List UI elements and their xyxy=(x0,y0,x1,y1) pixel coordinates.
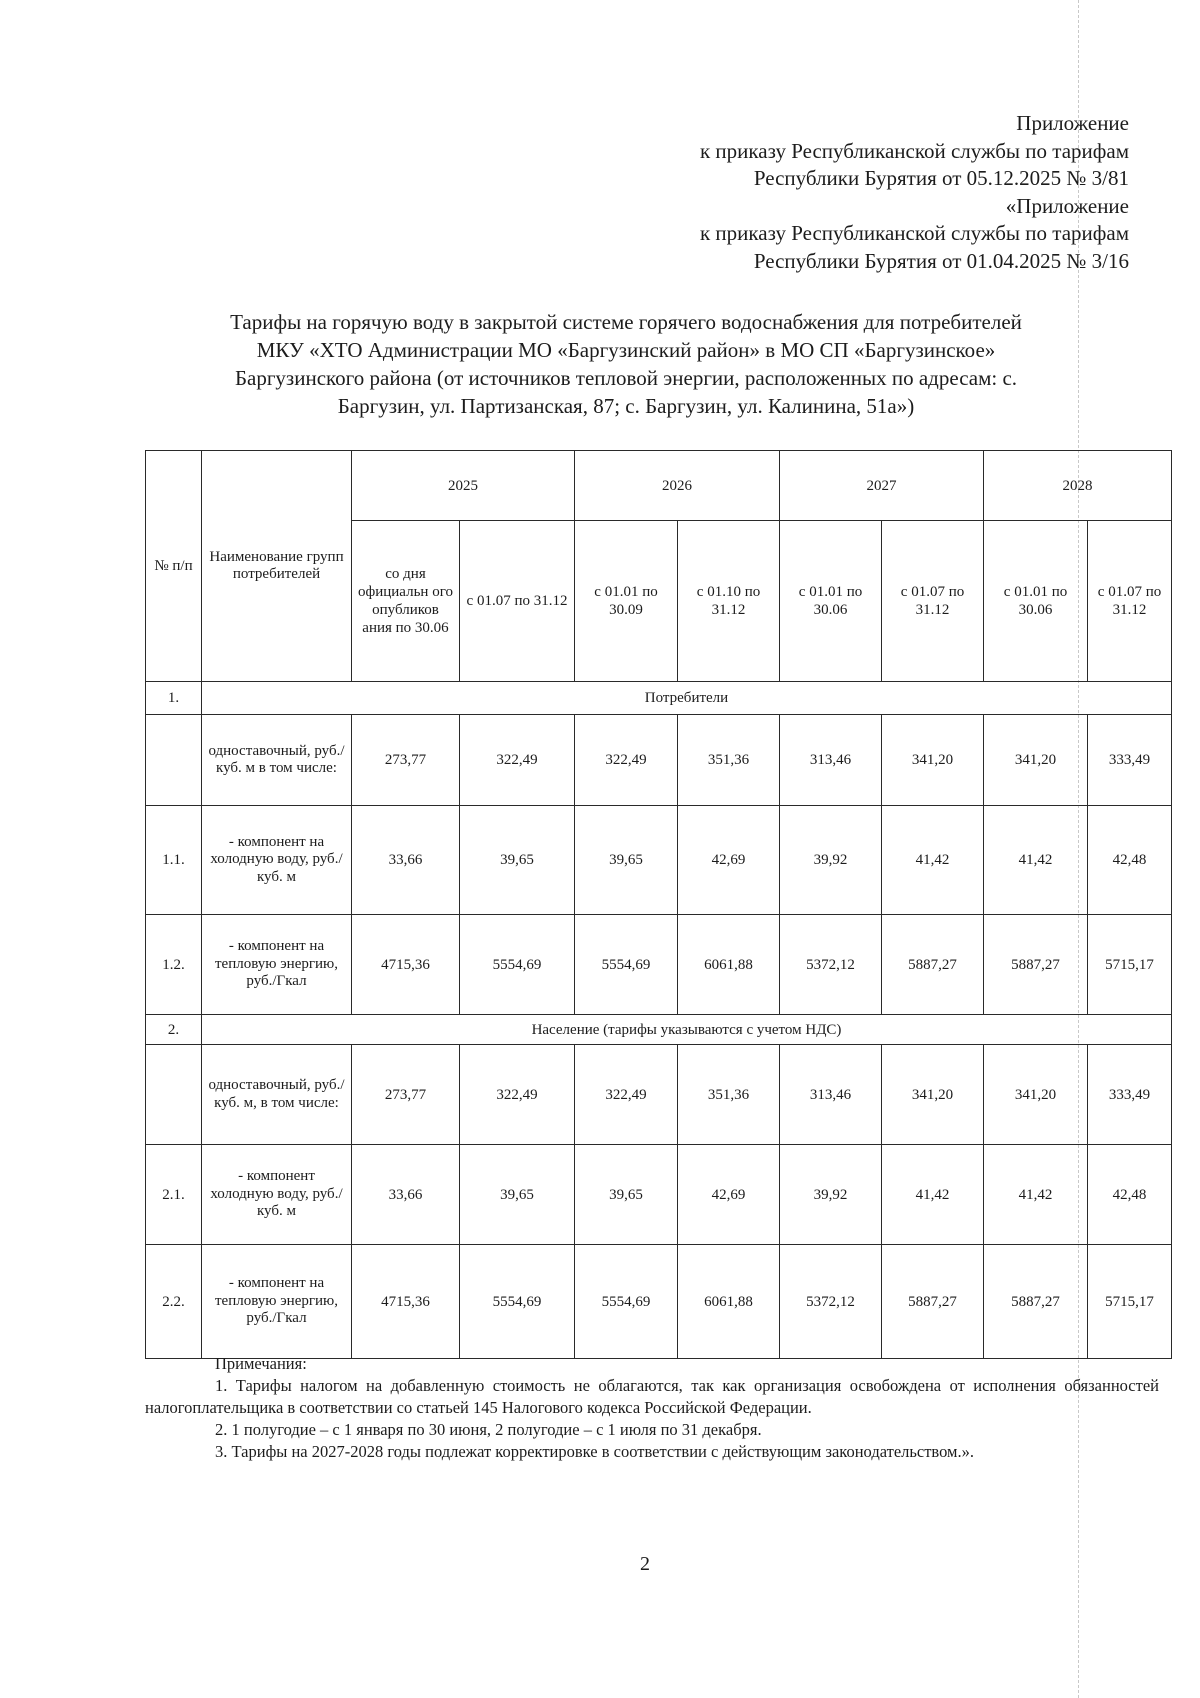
title-line: Тарифы на горячую воду в закрытой системе горячего водоснабжения для потребителей xyxy=(230,310,1022,334)
section-number: 2. xyxy=(146,1015,202,1045)
tariff-value: 5887,27 xyxy=(984,915,1088,1015)
tariff-value: 273,77 xyxy=(352,1045,460,1145)
tariff-value: 41,42 xyxy=(882,1145,984,1245)
tariff-value: 341,20 xyxy=(984,715,1088,806)
header-line: Приложение xyxy=(1016,111,1129,135)
year-header: 2028 xyxy=(984,451,1172,521)
title-line: Баргузинского района (от источников тепловой энергии, расположенных по адресам: с. xyxy=(234,366,1018,390)
year-header: 2026 xyxy=(575,451,780,521)
tariff-value: 341,20 xyxy=(882,1045,984,1145)
tariff-value: 333,49 xyxy=(1088,1045,1172,1145)
tariff-value: 42,69 xyxy=(678,1145,780,1245)
tariff-value: 39,92 xyxy=(780,806,882,915)
tariff-value: 39,65 xyxy=(460,806,575,915)
tariff-value: 5554,69 xyxy=(460,1245,575,1359)
table-row xyxy=(146,1145,1172,1245)
tariff-value: 5554,69 xyxy=(575,915,678,1015)
tariff-value: 333,49 xyxy=(1088,715,1172,806)
number-column-header: № п/п xyxy=(146,451,202,682)
notes-block xyxy=(145,1353,1159,1463)
tariff-value: 313,46 xyxy=(780,1045,882,1145)
section-row xyxy=(146,1015,1172,1045)
year-header: 2027 xyxy=(780,451,984,521)
tariff-value: 5715,17 xyxy=(1088,915,1172,1015)
period-header: с 01.01 по 30.06 xyxy=(780,521,882,682)
tariff-value: 322,49 xyxy=(460,1045,575,1145)
row-name: одноставочный, руб./ куб. м в том числе: xyxy=(202,715,352,806)
tariff-table xyxy=(145,450,1172,1359)
period-header: с 01.07 по 31.12 xyxy=(460,521,575,682)
section-title: Потребители xyxy=(202,682,1172,715)
period-header: со дня официальн ого опубликов ания по 30.06 xyxy=(352,521,460,682)
header-line: Республики Бурятия от 01.04.2025 № 3/16 xyxy=(753,248,1129,273)
tariff-value: 322,49 xyxy=(460,715,575,806)
tariff-value: 39,92 xyxy=(780,1145,882,1245)
table-row xyxy=(146,915,1172,1015)
row-name: - компонент на холодную воду, руб./ куб. м xyxy=(202,806,352,915)
period-header: с 01.07 по 31.12 xyxy=(1088,521,1172,682)
note-item: 2. 1 полугодие – с 1 января по 30 июня, 2 полугодие – с 1 июля по 31 декабря. xyxy=(215,1420,762,1439)
tariff-table-body xyxy=(146,451,1172,1359)
row-number xyxy=(146,715,202,806)
title-line: МКУ «ХТО Администрации МО «Баргузинский район» в МО СП «Баргузинское» xyxy=(256,338,996,362)
tariff-value: 4715,36 xyxy=(352,915,460,1015)
row-number: 2.2. xyxy=(146,1245,202,1359)
header-line: «Приложение xyxy=(1005,193,1129,218)
row-name: одноставочный, руб./ куб. м, в том числе: xyxy=(202,1045,352,1145)
notes-title: Примечания: xyxy=(215,1354,307,1373)
tariff-value: 5887,27 xyxy=(984,1245,1088,1359)
tariff-value: 341,20 xyxy=(882,715,984,806)
tariff-value: 42,48 xyxy=(1088,806,1172,915)
year-header: 2025 xyxy=(352,451,575,521)
tariff-value: 39,65 xyxy=(575,806,678,915)
tariff-value: 5372,12 xyxy=(780,915,882,1015)
tariff-value: 322,49 xyxy=(575,715,678,806)
tariff-value: 5887,27 xyxy=(882,915,984,1015)
tariff-value: 6061,88 xyxy=(678,1245,780,1359)
name-column-header: Наименование групп потребителей xyxy=(202,451,352,682)
row-number xyxy=(146,1045,202,1145)
period-header: с 01.01 по 30.09 xyxy=(575,521,678,682)
tariff-value: 41,42 xyxy=(882,806,984,915)
tariff-value: 33,66 xyxy=(352,1145,460,1245)
title-line: Баргузин, ул. Партизанская, 87; с. Баргузин, ул. Калинина, 51а») xyxy=(337,394,915,418)
page-number: 2 xyxy=(640,1553,650,1575)
table-row xyxy=(146,715,1172,806)
table-row xyxy=(146,806,1172,915)
tariff-value: 313,46 xyxy=(780,715,882,806)
row-number: 1.1. xyxy=(146,806,202,915)
period-header: с 01.07 по 31.12 xyxy=(882,521,984,682)
tariff-value: 42,69 xyxy=(678,806,780,915)
tariff-value: 6061,88 xyxy=(678,915,780,1015)
tariff-value: 41,42 xyxy=(984,1145,1088,1245)
section-row xyxy=(146,682,1172,715)
row-name: - компонент на тепловую энергию, руб./Гкал xyxy=(202,1245,352,1359)
period-header: с 01.01 по 30.06 xyxy=(984,521,1088,682)
row-name: - компонент холодную воду, руб./ куб. м xyxy=(202,1145,352,1245)
header-line: к приказу Республиканской службы по тарифам xyxy=(699,221,1129,245)
tariff-value: 341,20 xyxy=(984,1045,1088,1145)
tariff-value: 5554,69 xyxy=(460,915,575,1015)
tariff-value: 42,48 xyxy=(1088,1145,1172,1245)
header-line: Республики Бурятия от 05.12.2025 № 3/81 xyxy=(753,166,1129,190)
years-header-row xyxy=(146,451,1172,521)
table-row xyxy=(146,1045,1172,1145)
header-line: к приказу Республиканской службы по тарифам xyxy=(699,138,1129,163)
tariff-value: 273,77 xyxy=(352,715,460,806)
document-header xyxy=(429,110,1129,275)
section-number: 1. xyxy=(146,682,202,715)
tariff-value: 5887,27 xyxy=(882,1245,984,1359)
row-number: 2.1. xyxy=(146,1145,202,1245)
tariff-value: 351,36 xyxy=(678,715,780,806)
tariff-value: 4715,36 xyxy=(352,1245,460,1359)
note-item: 1. Тарифы налогом на добавленную стоимость не облагаются, так как организация освобождена от исполнения обязанностей налогоплательщика в соответствии со статьей 145 Налогового кодекса Российской Федерации. xyxy=(145,1376,1159,1417)
tariff-value: 322,49 xyxy=(575,1045,678,1145)
period-header: с 01.10 по 31.12 xyxy=(678,521,780,682)
section-title: Население (тарифы указываются с учетом НДС) xyxy=(202,1015,1172,1045)
tariff-value: 33,66 xyxy=(352,806,460,915)
tariff-value: 5554,69 xyxy=(575,1245,678,1359)
tariff-value: 39,65 xyxy=(460,1145,575,1245)
tariff-value: 5372,12 xyxy=(780,1245,882,1359)
tariff-value: 41,42 xyxy=(984,806,1088,915)
row-name: - компонент на тепловую энергию, руб./Гкал xyxy=(202,915,352,1015)
tariff-value: 39,65 xyxy=(575,1145,678,1245)
note-item: 3. Тарифы на 2027-2028 годы подлежат корректировке в соответствии с действующим законодательством.». xyxy=(215,1442,974,1461)
tariff-value: 351,36 xyxy=(678,1045,780,1145)
tariff-value: 5715,17 xyxy=(1088,1245,1172,1359)
table-row xyxy=(146,1245,1172,1359)
row-number: 1.2. xyxy=(146,915,202,1015)
document-title xyxy=(145,308,1107,420)
